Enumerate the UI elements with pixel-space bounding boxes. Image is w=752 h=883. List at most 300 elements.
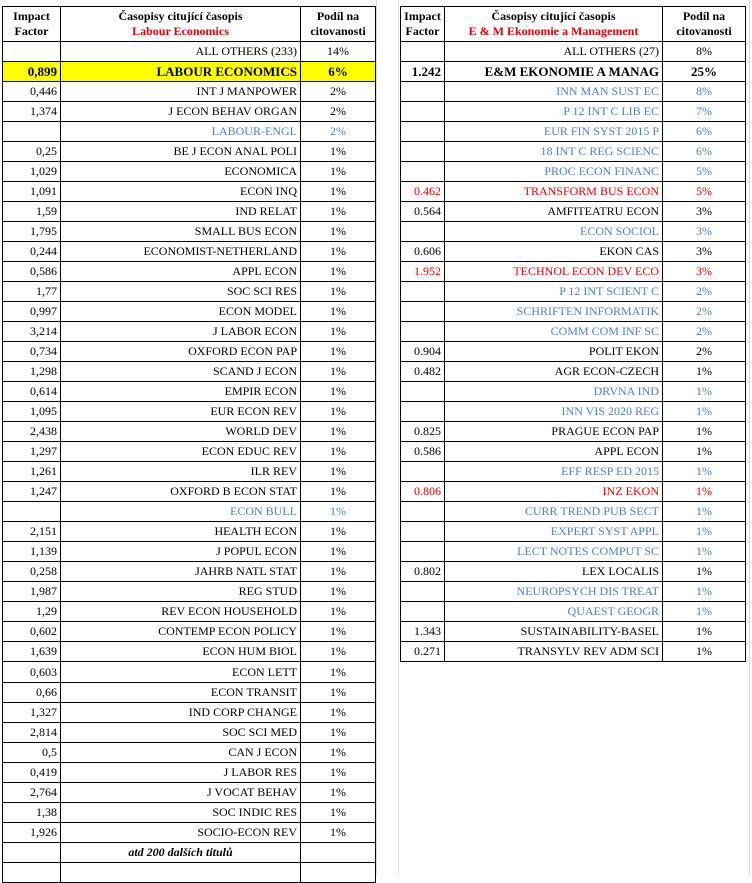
impact-factor-cell (401, 382, 445, 402)
citation-share-cell: 1% (301, 502, 376, 522)
impact-factor-cell (401, 582, 445, 602)
journal-title-cell (61, 863, 301, 883)
table-row (401, 42, 746, 62)
impact-factor-cell: 1,139 (3, 542, 61, 562)
journal-title-cell: IND CORP CHANGE (61, 703, 301, 723)
impact-factor-cell (3, 502, 61, 522)
journal-title-cell: ECONOMIST-NETHERLAND (61, 242, 301, 262)
citation-share-cell: 1% (301, 302, 376, 322)
table-row (401, 102, 746, 122)
impact-factor-cell (401, 522, 445, 542)
journal-title-cell: LEX LOCALIS (445, 562, 663, 582)
journal-title-cell: OXFORD ECON PAP (61, 342, 301, 362)
journal-title-cell: POLIT EKON (445, 342, 663, 362)
journal-title-cell: HEALTH ECON (61, 522, 301, 542)
citation-share-cell: 3% (663, 242, 746, 262)
citation-share-cell: 2% (301, 122, 376, 142)
citation-share-cell: 1% (301, 683, 376, 703)
impact-factor-cell (401, 302, 445, 322)
impact-factor-cell: 0,5 (3, 743, 61, 763)
table-row (3, 342, 376, 362)
table-row (3, 82, 376, 102)
table-row (3, 162, 376, 182)
table-row (3, 683, 376, 703)
journal-title-cell: COMM COM INF SC (445, 322, 663, 342)
impact-factor-cell (3, 42, 61, 62)
impact-factor-cell (3, 863, 61, 883)
journal-title-cell: J LABOR RES (61, 763, 301, 783)
citation-share-cell (301, 863, 376, 883)
impact-factor-cell: 1,987 (3, 582, 61, 602)
citation-share-cell: 2% (663, 342, 746, 362)
journal-title-cell: INT J MANPOWER (61, 82, 301, 102)
citation-share-cell: 1% (301, 322, 376, 342)
impact-factor-cell (401, 162, 445, 182)
table-row (401, 282, 746, 302)
citation-share-cell: 1% (301, 743, 376, 763)
journal-title-cell: INZ EKON (445, 482, 663, 502)
journal-title-cell: ILR REV (61, 462, 301, 482)
journal-title-cell: atd 200 dalších titulů (61, 843, 301, 863)
table-row (3, 202, 376, 222)
citation-share-cell: 1% (301, 462, 376, 482)
citation-share-cell: 1% (301, 162, 376, 182)
table-row (3, 482, 376, 502)
journal-title-cell: ECONOMICA (61, 162, 301, 182)
right-col-if-header: Impact Factor (401, 7, 445, 42)
citation-share-cell: 2% (301, 82, 376, 102)
citation-share-cell: 1% (301, 723, 376, 743)
impact-factor-cell: 1,29 (3, 602, 61, 622)
citation-share-cell: 1% (301, 642, 376, 662)
table-row (3, 222, 376, 242)
journal-title-cell: JAHRB NATL STAT (61, 562, 301, 582)
impact-factor-cell: 0,244 (3, 242, 61, 262)
table-row (3, 242, 376, 262)
impact-factor-cell: 0.462 (401, 182, 445, 202)
left-col-if-header: Impact Factor (3, 7, 61, 42)
table-row (3, 322, 376, 342)
impact-factor-cell: 0,602 (3, 622, 61, 642)
impact-factor-cell: 1,247 (3, 482, 61, 502)
left-col-title-header (61, 7, 301, 42)
journal-title-cell: P 12 INT SCIENT C (445, 282, 663, 302)
citation-share-cell: 25% (663, 62, 746, 82)
sheet-gridline-v2 (376, 0, 377, 875)
table-row (3, 262, 376, 282)
impact-factor-cell: 1,297 (3, 442, 61, 462)
table-row (401, 442, 746, 462)
citation-share-cell: 6% (301, 62, 376, 82)
citation-share-cell: 2% (663, 302, 746, 322)
journal-title-cell: SOC INDIC RES (61, 803, 301, 823)
journal-title-cell: BE J ECON ANAL POLI (61, 142, 301, 162)
impact-factor-cell: 1.952 (401, 262, 445, 282)
table-row (401, 262, 746, 282)
journal-title-cell: ECON BULL (61, 502, 301, 522)
table-row (401, 562, 746, 582)
impact-factor-cell: 1,59 (3, 202, 61, 222)
journal-title-cell: SUSTAINABILITY-BASEL (445, 622, 663, 642)
table-row (401, 482, 746, 502)
impact-factor-cell (401, 602, 445, 622)
citation-share-cell: 8% (663, 42, 746, 62)
impact-factor-cell: 1,38 (3, 803, 61, 823)
citation-share-cell: 1% (301, 662, 376, 683)
table-row (401, 622, 746, 642)
journal-title-cell: TECHNOL ECON DEV ECO (445, 262, 663, 282)
impact-factor-cell: 0,586 (3, 262, 61, 282)
citation-share-cell: 1% (301, 703, 376, 723)
impact-factor-cell: 0.806 (401, 482, 445, 502)
journal-title-cell: SCHRIFTEN INFORMATIK (445, 302, 663, 322)
citation-share-cell: 5% (663, 182, 746, 202)
citation-share-cell: 1% (301, 202, 376, 222)
citation-share-cell: 1% (663, 422, 746, 442)
citation-share-cell: 1% (301, 482, 376, 502)
table-row (401, 322, 746, 342)
citation-share-cell: 1% (301, 282, 376, 302)
journal-title-cell: LECT NOTES COMPUT SC (445, 542, 663, 562)
journal-title-cell: NEUROPSYCH DIS TREAT (445, 582, 663, 602)
table-row (3, 182, 376, 202)
left-table-header (3, 7, 376, 42)
impact-factor-cell: 1,095 (3, 402, 61, 422)
table-row (3, 382, 376, 402)
journal-title-cell: SOC SCI RES (61, 282, 301, 302)
journal-title-cell: ECON HUM BIOL (61, 642, 301, 662)
impact-factor-cell: 0,614 (3, 382, 61, 402)
citation-share-cell: 1% (663, 382, 746, 402)
impact-factor-cell: 1,091 (3, 182, 61, 202)
impact-factor-cell: 0,25 (3, 142, 61, 162)
citation-share-cell: 1% (301, 622, 376, 642)
journal-title-cell: PRAGUE ECON PAP (445, 422, 663, 442)
impact-factor-cell: 0,997 (3, 302, 61, 322)
table-row (401, 502, 746, 522)
citation-share-cell: 1% (301, 142, 376, 162)
journal-title-cell: ECON SOCIOL (445, 222, 663, 242)
table-row (3, 582, 376, 602)
table-row (3, 662, 376, 683)
impact-factor-cell: 1,926 (3, 823, 61, 843)
journal-title-cell: QUAEST GEOGR (445, 602, 663, 622)
citation-share-cell: 1% (663, 502, 746, 522)
journal-title-cell: ECON INQ (61, 182, 301, 202)
impact-factor-cell: 1,77 (3, 282, 61, 302)
citation-share-cell: 7% (663, 102, 746, 122)
table-row (401, 582, 746, 602)
impact-factor-cell (401, 322, 445, 342)
impact-factor-cell: 1,374 (3, 102, 61, 122)
citation-share-cell: 1% (301, 362, 376, 382)
impact-factor-cell: 0,603 (3, 662, 61, 683)
impact-factor-cell: 0.825 (401, 422, 445, 442)
impact-factor-cell: 1,298 (3, 362, 61, 382)
sheet-gridline-v1 (398, 0, 399, 875)
table-row (401, 122, 746, 142)
journal-title-cell: ECON TRANSIT (61, 683, 301, 703)
citation-share-cell: 1% (663, 522, 746, 542)
table-row (3, 743, 376, 763)
left-col-title-line2: Labour Economics (132, 24, 229, 38)
impact-factor-cell: 0.482 (401, 362, 445, 382)
citation-share-cell: 2% (663, 282, 746, 302)
left-col-share-header: Podíl na citovanosti (301, 7, 376, 42)
impact-factor-cell: 0.606 (401, 242, 445, 262)
table-row (401, 522, 746, 542)
citation-share-cell: 14% (301, 42, 376, 62)
journal-title-cell: EFF RESP ED 2015 (445, 462, 663, 482)
impact-factor-cell: 3,214 (3, 322, 61, 342)
table-row (401, 362, 746, 382)
journal-title-cell: J POPUL ECON (61, 542, 301, 562)
citation-share-cell: 1% (301, 182, 376, 202)
citation-share-cell: 6% (663, 142, 746, 162)
table-row (401, 162, 746, 182)
table-row (3, 723, 376, 743)
journal-title-cell: CONTEMP ECON POLICY (61, 622, 301, 642)
right-col-share-header: Podíl na citovanosti (663, 7, 746, 42)
table-row (3, 302, 376, 322)
impact-factor-cell: 1,795 (3, 222, 61, 242)
impact-factor-cell: 1,639 (3, 642, 61, 662)
citation-share-cell: 3% (663, 222, 746, 242)
citation-share-cell: 1% (663, 582, 746, 602)
citation-share-cell: 1% (663, 462, 746, 482)
citation-share-cell: 1% (301, 342, 376, 362)
citation-share-cell: 1% (301, 562, 376, 582)
impact-factor-cell: 0.802 (401, 562, 445, 582)
journal-title-cell: SOC SCI MED (61, 723, 301, 743)
table-row (401, 542, 746, 562)
journal-title-cell: LABOUR-ENGL (61, 122, 301, 142)
citation-share-cell: 1% (663, 402, 746, 422)
citation-share-cell: 1% (301, 442, 376, 462)
impact-factor-cell (401, 282, 445, 302)
table-row (401, 402, 746, 422)
journal-title-cell: IND RELAT (61, 202, 301, 222)
citation-share-cell: 1% (663, 442, 746, 462)
citation-share-cell: 1% (301, 542, 376, 562)
citation-share-cell: 1% (301, 823, 376, 843)
journal-title-cell: AGR ECON-CZECH (445, 362, 663, 382)
journal-title-cell: REG STUD (61, 582, 301, 602)
journal-title-cell: 18 INT C REG SCIENC (445, 142, 663, 162)
journal-title-cell: J ECON BEHAV ORGAN (61, 102, 301, 122)
table-row (3, 602, 376, 622)
citation-share-cell: 1% (301, 382, 376, 402)
impact-factor-cell: 2,814 (3, 723, 61, 743)
left-col-title-line1: Časopisy citující časopis (118, 9, 243, 23)
citation-share-cell: 1% (301, 222, 376, 242)
journal-title-cell: ALL OTHERS (27) (445, 42, 663, 62)
impact-factor-cell: 2,764 (3, 783, 61, 803)
right-table-body (401, 7, 746, 662)
citation-share-cell: 1% (301, 582, 376, 602)
table-row (3, 642, 376, 662)
citation-share-cell: 1% (301, 602, 376, 622)
citation-share-cell: 1% (663, 562, 746, 582)
table-row (3, 522, 376, 542)
impact-factor-cell: 1,029 (3, 162, 61, 182)
journal-title-cell: EXPERT SYST APPL (445, 522, 663, 542)
citation-share-cell (301, 843, 376, 863)
journal-title-cell: P 12 INT C LIB EC (445, 102, 663, 122)
impact-factor-cell: 0,419 (3, 763, 61, 783)
journal-title-cell: AMFITEATRU ECON (445, 202, 663, 222)
table-row (3, 542, 376, 562)
journal-title-cell: DRVNA IND (445, 382, 663, 402)
table-row (401, 382, 746, 402)
journal-title-cell: J VOCAT BEHAV (61, 783, 301, 803)
impact-factor-cell: 0.564 (401, 202, 445, 222)
impact-factor-cell: 1,327 (3, 703, 61, 723)
impact-factor-cell: 0,446 (3, 82, 61, 102)
table-row (3, 402, 376, 422)
em-ekonomie-citations-table (400, 6, 746, 662)
impact-factor-cell: 0.271 (401, 642, 445, 662)
impact-factor-cell (401, 142, 445, 162)
table-row (3, 462, 376, 482)
journal-title-cell: E&M EKONOMIE A MANAG (445, 62, 663, 82)
journal-title-cell: EKON CAS (445, 242, 663, 262)
citation-share-cell: 1% (663, 602, 746, 622)
table-row (3, 62, 376, 82)
table-row (3, 843, 376, 863)
impact-factor-cell (401, 122, 445, 142)
citation-share-cell: 1% (663, 542, 746, 562)
journal-title-cell: EUR FIN SYST 2015 P (445, 122, 663, 142)
table-row (3, 763, 376, 783)
citation-share-cell: 3% (663, 202, 746, 222)
impact-factor-cell (401, 42, 445, 62)
impact-factor-cell (401, 462, 445, 482)
impact-factor-cell: 1.242 (401, 62, 445, 82)
table-row (3, 282, 376, 302)
table-row (3, 622, 376, 642)
impact-factor-cell: 2,151 (3, 522, 61, 542)
impact-factor-cell (3, 843, 61, 863)
citation-share-cell: 8% (663, 82, 746, 102)
citation-share-cell: 1% (301, 242, 376, 262)
citation-share-cell: 2% (663, 322, 746, 342)
impact-factor-cell: 0,899 (3, 62, 61, 82)
journal-title-cell: TRANSFORM BUS ECON (445, 182, 663, 202)
journal-title-cell: EMPIR ECON (61, 382, 301, 402)
journal-title-cell: PROC ECON FINANC (445, 162, 663, 182)
impact-factor-cell: 1,261 (3, 462, 61, 482)
table-row (401, 62, 746, 82)
right-col-title-header (445, 7, 663, 42)
impact-factor-cell (401, 82, 445, 102)
journal-title-cell: INN VIS 2020 REG (445, 402, 663, 422)
citation-share-cell: 1% (663, 482, 746, 502)
journal-title-cell: ECON LETT (61, 662, 301, 683)
journal-title-cell: ECON EDUC REV (61, 442, 301, 462)
impact-factor-cell (401, 502, 445, 522)
table-row (401, 602, 746, 622)
citation-share-cell: 1% (301, 763, 376, 783)
citation-share-cell: 2% (301, 102, 376, 122)
impact-factor-cell (401, 542, 445, 562)
journal-title-cell: CURR TREND PUB SECT (445, 502, 663, 522)
right-col-title-line1: Časopisy citující časopis (491, 9, 616, 23)
journal-title-cell: WORLD DEV (61, 422, 301, 442)
table-row (401, 422, 746, 442)
impact-factor-cell: 0,734 (3, 342, 61, 362)
journal-title-cell: ALL OTHERS (233) (61, 42, 301, 62)
labour-economics-citations-table (2, 6, 376, 883)
table-row (401, 302, 746, 322)
table-row (3, 783, 376, 803)
citation-share-cell: 3% (663, 262, 746, 282)
citation-share-cell: 1% (301, 522, 376, 542)
citation-share-cell: 1% (301, 262, 376, 282)
table-row (3, 823, 376, 843)
table-row (401, 342, 746, 362)
table-row (3, 803, 376, 823)
right-col-title-line2: E & M Ekonomie a Management (468, 24, 639, 38)
impact-factor-cell: 0.586 (401, 442, 445, 462)
table-row (3, 362, 376, 382)
journal-title-cell: OXFORD B ECON STAT (61, 482, 301, 502)
journal-title-cell: INN MAN SUST EC (445, 82, 663, 102)
journal-title-cell: SCAND J ECON (61, 362, 301, 382)
table-row (401, 642, 746, 662)
journal-title-cell: TRANSYLV REV ADM SCI (445, 642, 663, 662)
table-row (401, 82, 746, 102)
table-row (3, 442, 376, 462)
table-row (3, 502, 376, 522)
table-row (401, 142, 746, 162)
left-table-body (3, 7, 376, 883)
journal-title-cell: APPL ECON (445, 442, 663, 462)
table-row (3, 422, 376, 442)
right-table-header (401, 7, 746, 42)
table-row (401, 182, 746, 202)
impact-factor-cell: 0.904 (401, 342, 445, 362)
citation-share-cell: 6% (663, 122, 746, 142)
sheet-gridline-v3 (749, 0, 750, 875)
citation-share-cell: 1% (663, 642, 746, 662)
table-row (401, 462, 746, 482)
table-row (3, 703, 376, 723)
table-row (401, 242, 746, 262)
journal-title-cell: LABOUR ECONOMICS (61, 62, 301, 82)
impact-factor-cell: 1.343 (401, 622, 445, 642)
table-row (3, 142, 376, 162)
impact-factor-cell: 0,258 (3, 562, 61, 582)
citation-share-cell: 5% (663, 162, 746, 182)
journal-title-cell: SOCIO-ECON REV (61, 823, 301, 843)
table-row (3, 863, 376, 883)
citation-share-cell: 1% (301, 402, 376, 422)
journal-title-cell: REV ECON HOUSEHOLD (61, 602, 301, 622)
citation-share-cell: 1% (663, 622, 746, 642)
table-row (3, 102, 376, 122)
table-row (3, 562, 376, 582)
journal-title-cell: SMALL BUS ECON (61, 222, 301, 242)
journal-title-cell: EUR ECON REV (61, 402, 301, 422)
citation-share-cell: 1% (301, 422, 376, 442)
impact-factor-cell: 0,66 (3, 683, 61, 703)
citation-share-cell: 1% (301, 783, 376, 803)
impact-factor-cell (401, 102, 445, 122)
citation-share-cell: 1% (663, 362, 746, 382)
impact-factor-cell (401, 402, 445, 422)
journal-title-cell: CAN J ECON (61, 743, 301, 763)
